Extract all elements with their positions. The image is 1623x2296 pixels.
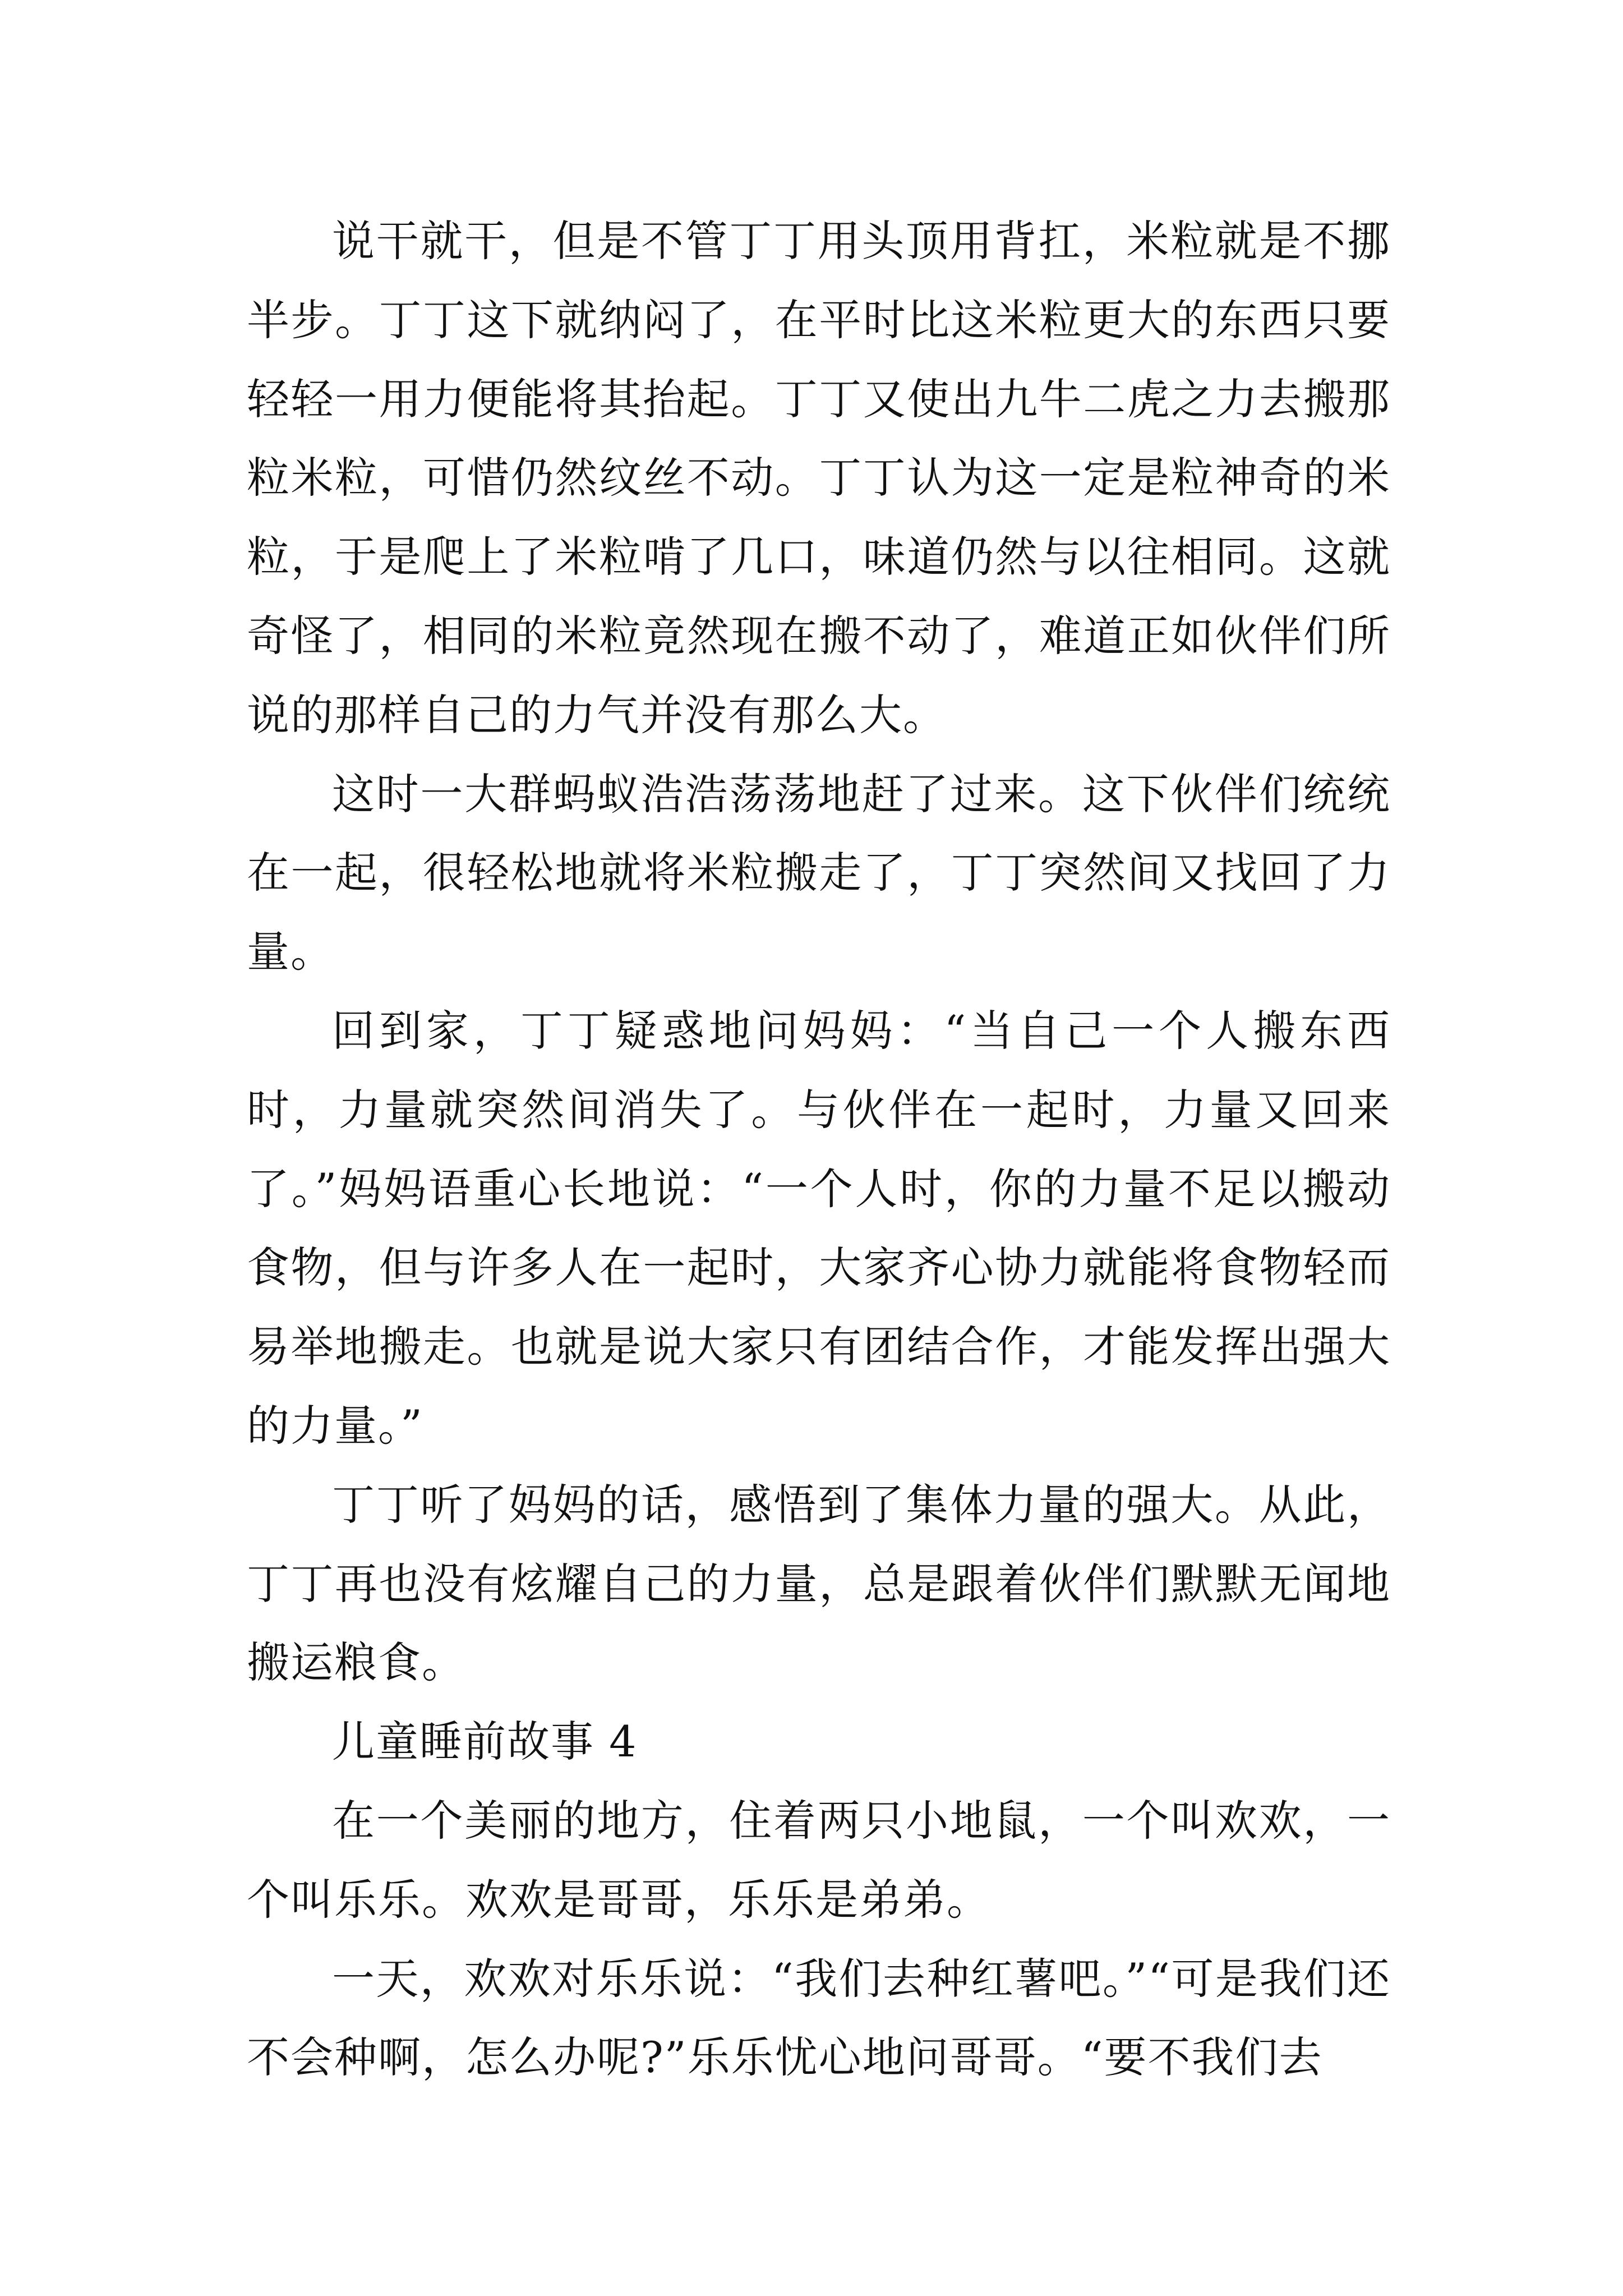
story-heading: 儿童睡前故事 4 [332, 1717, 638, 1767]
paragraph-lesson-learned: 丁丁听了妈妈的话，感悟到了集体力量的强大。从此，丁丁再也没有炫耀自己的力量，总是跟着伙伴们默默无闻地搬运粮食。 [247, 1479, 1391, 1688]
paragraph-rice-grain: 说干就干，但是不管丁丁用头顶用背扛，米粒就是不挪半步。丁丁这下就纳闷了，在平时比这米粒更大的东西只要轻轻一用力便能将其抬起。丁丁又使出九牛二虎之力去搬那粒米粒，可惜仍然纹丝不动。丁丁认为这一定是粒神奇的米粒，于是爬上了米粒啃了几口，味道仍然与以往相同。这就奇怪了，相同的米粒竟然现在搬不动了，难道正如伙伴们所说的那样自己的力气并没有那么大。 [247, 216, 1391, 740]
paragraph-ants-arrive: 这时一大群蚂蚁浩浩荡荡地赶了过来。这下伙伴们统统在一起，很轻松地就将米粒搬走了，丁丁突然间又找回了力量。 [247, 769, 1391, 977]
paragraph-ask-mother: 回到家，丁丁疑惑地问妈妈：“当自己一个人搬东西时，力量就突然间消失了。与伙伴在一起时，力量又回来了。”妈妈语重心长地说：“一个人时，你的力量不足以搬动食物，但与许多人在一起时，大家齐心协力就能将食物轻而易举地搬走。也就是说大家只有团结合作，才能发挥出强大的力量。” [247, 1005, 1391, 1451]
paragraph-two-moles: 在一个美丽的地方，住着两只小地鼠，一个叫欢欢，一个叫乐乐。欢欢是哥哥，乐乐是弟弟。 [247, 1795, 1391, 1925]
document-page [247, 202, 1391, 2097]
paragraph-plant-sweet-potatoes: 一天，欢欢对乐乐说：“我们去种红薯吧。”“可是我们还不会种啊，怎么办呢?”乐乐忧心地问哥哥。“要不我们去 [247, 1953, 1391, 2083]
